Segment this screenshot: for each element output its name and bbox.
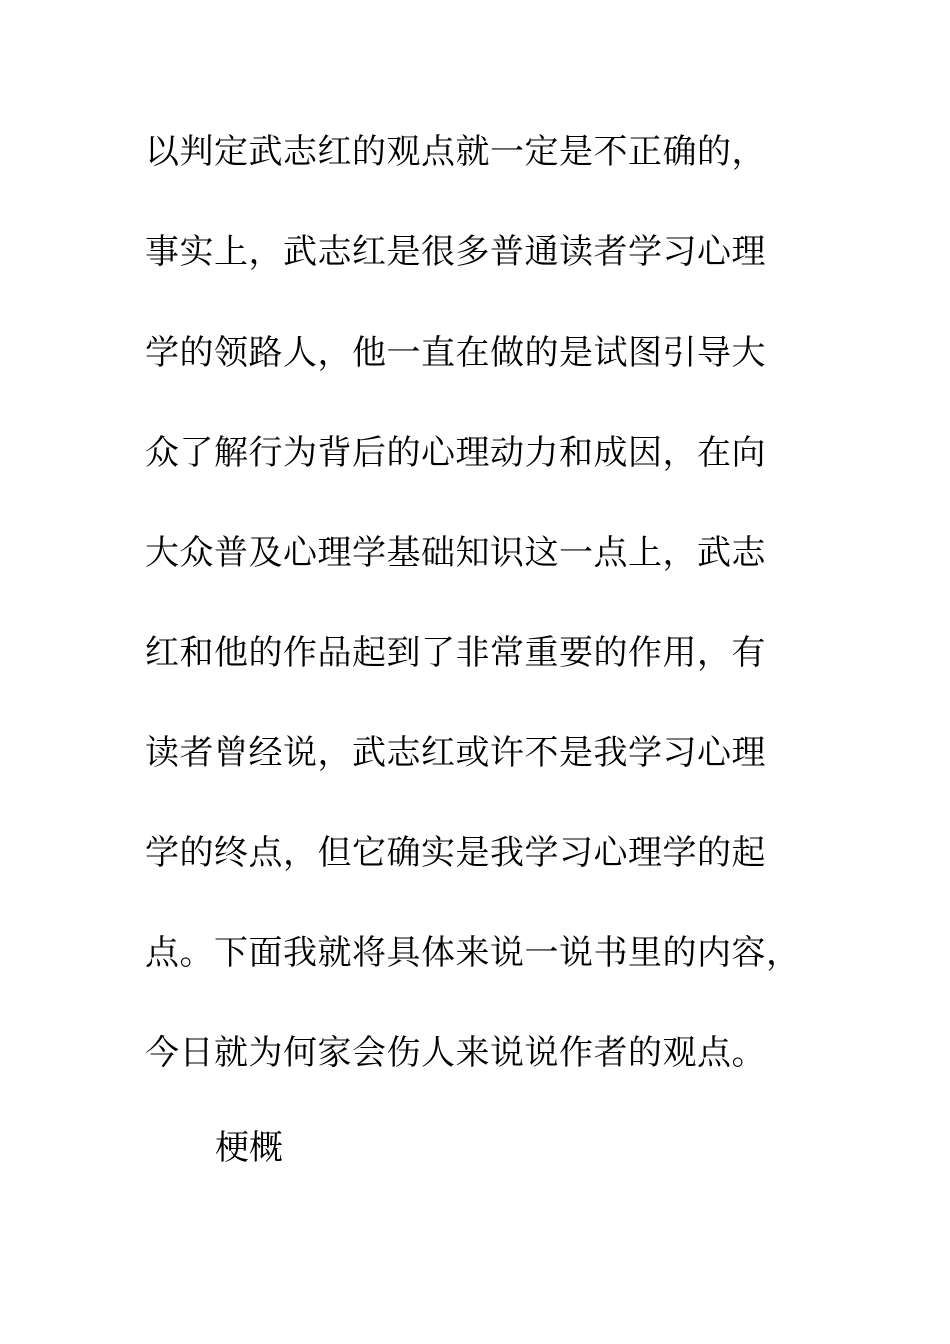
- paragraph-line: 大众普及心理学基础知识这一点上，武志: [145, 533, 766, 573]
- section-heading: 梗概: [215, 1128, 283, 1168]
- paragraph-line: 事实上，武志红是很多普通读者学习心理: [145, 232, 766, 272]
- paragraph-line: 众了解行为背后的心理动力和成因，在向: [145, 433, 766, 473]
- paragraph-line: 红和他的作品起到了非常重要的作用，有: [145, 633, 766, 673]
- paragraph-line: 今日就为何家会伤人来说说作者的观点。: [145, 1033, 766, 1073]
- paragraph-line: 读者曾经说，武志红或许不是我学习心理: [145, 733, 766, 773]
- paragraph-line: 点。下面我就将具体来说一说书里的内容，: [145, 933, 801, 973]
- paragraph-line: 以判定武志红的观点就一定是不正确的，: [145, 132, 766, 172]
- paragraph-line: 学的终点，但它确实是我学习心理学的起: [145, 833, 766, 873]
- paragraph-line: 学的领路人，他一直在做的是试图引导大: [145, 333, 766, 373]
